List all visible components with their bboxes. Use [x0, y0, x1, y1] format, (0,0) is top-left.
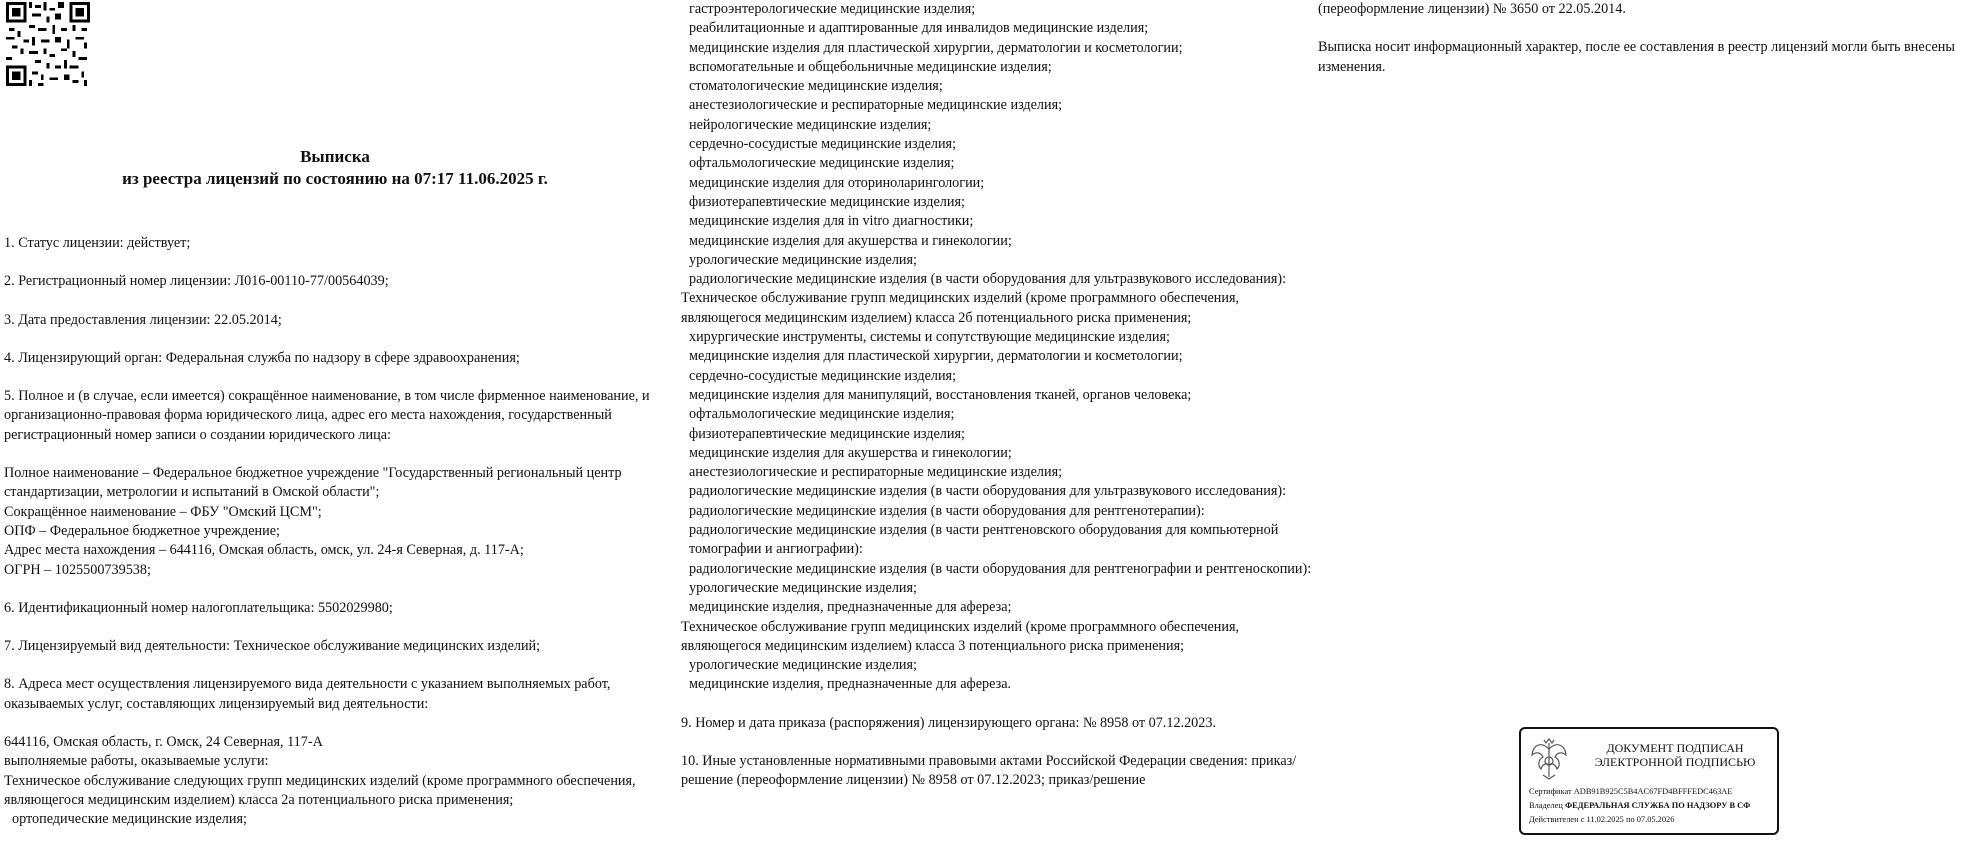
paragraph-gap — [4, 618, 666, 637]
middle-paragraph: урологические медицинские изделия; — [689, 657, 917, 674]
paragraph-gap — [4, 292, 666, 311]
middle-paragraph: радиологические медицинские изделия (в части оборудования для ультразвукового исследования): — [689, 483, 1287, 500]
middle-paragraph: медицинские изделия для манипуляций, восстановления тканей, органов человека; — [689, 386, 1192, 403]
left-paragraph: 8. Адреса мест осуществления лицензируемого вида деятельности с указанием выполняемых работ, оказываемых услуг, составляющих лицензируемый вид деятельности: — [4, 676, 611, 712]
left-paragraph: ОПФ – Федеральное бюджетное учреждение; — [4, 522, 280, 539]
paragraph-gap — [4, 445, 666, 464]
paragraph-gap — [4, 368, 666, 387]
middle-paragraph: медицинские изделия, предназначенные для афереза. — [689, 676, 1012, 693]
left-paragraph: 2. Регистрационный номер лицензии: Л016-00110-77/00564039; — [4, 273, 389, 290]
middle-paragraph: хирургические инструменты, системы и сопутствующие медицинские изделия; — [689, 329, 1170, 346]
title-subtitle: из реестра лицензий по состоянию на 07:17 11.06.2025 г. — [122, 169, 548, 188]
left-column — [4, 234, 666, 830]
right-paragraph: (переоформление лицензии) № 3650 от 22.05.2014. — [1318, 1, 1626, 17]
qr-code — [6, 2, 90, 86]
paragraph-gap — [4, 714, 666, 733]
paragraph-gap — [1318, 19, 1976, 38]
right-paragraph: Выписка носит информационный характер, после ее составления в реестр лицензий могли быть внесены изменения. — [1318, 39, 1955, 75]
paragraph-gap — [4, 580, 666, 599]
middle-paragraph: медицинские изделия для in vitro диагностики; — [689, 213, 974, 230]
middle-paragraph: урологические медицинские изделия; — [689, 579, 917, 596]
left-paragraph: 6. Идентификационный номер налогоплательщика: 5502029980; — [4, 599, 393, 616]
double-headed-eagle-icon — [1529, 737, 1569, 781]
middle-paragraph: медицинские изделия, предназначенные для афереза; — [689, 599, 1012, 616]
middle-paragraph: урологические медицинские изделия; — [689, 251, 917, 268]
paragraph-gap — [4, 330, 666, 349]
middle-paragraph: сердечно-сосудистые медицинские изделия; — [689, 367, 957, 384]
left-paragraph: 644116, Омская область, г. Омск, 24 Северная, 117-А — [4, 734, 323, 751]
left-paragraph: 3. Дата предоставления лицензии: 22.05.2014; — [4, 311, 282, 328]
stamp-owner — [1529, 801, 1750, 811]
middle-paragraph: анестезиологические и респираторные медицинские изделия; — [689, 97, 1063, 114]
middle-paragraph: медицинские изделия для оториноларингологии; — [689, 174, 985, 191]
paragraph-gap — [4, 253, 666, 272]
stamp-validity: Действителен с 11.02.2025 по 07.05.2026 — [1529, 815, 1675, 824]
stamp-certificate — [1529, 787, 1732, 797]
left-paragraph: 1. Статус лицензии: действует; — [4, 235, 191, 251]
middle-paragraph: медицинские изделия для акушерства и гинекологии; — [689, 444, 1012, 461]
middle-paragraph: физиотерапевтические медицинские изделия; — [689, 425, 965, 442]
middle-column — [681, 0, 1321, 791]
middle-paragraph: радиологические медицинские изделия (в части оборудования для рентгенотерапии): — [689, 502, 1205, 519]
left-paragraph: Техническое обслуживание следующих групп медицинских изделий (кроме программного обеспечения, являющегося медицинским изделием) класса 2а потенциального риска применения; — [4, 772, 636, 808]
stamp-heading-line1: ДОКУМЕНТ ПОДПИСАН — [1606, 741, 1744, 755]
stamp-owner-label: Владелец — [1529, 801, 1563, 810]
stamp-heading-line2: ЭЛЕКТРОННОЙ ПОДПИСЬЮ — [1594, 755, 1756, 769]
middle-paragraph: медицинские изделия для пластической хирургии, дерматологии и косметологии; — [689, 348, 1183, 365]
middle-paragraph: Техническое обслуживание групп медицинских изделий (кроме программного обеспечения, являющегося медицинским изделием) класса 2б потенциального риска применения; — [681, 290, 1240, 326]
electronic-signature-stamp — [1519, 727, 1779, 835]
paragraph-gap — [4, 656, 666, 675]
middle-paragraph: вспомогательные и общебольничные медицинские изделия; — [689, 58, 1052, 75]
middle-paragraph: Техническое обслуживание групп медицинских изделий (кроме программного обеспечения, являющегося медицинским изделием) класса 3 потенциального риска применения; — [681, 618, 1240, 654]
middle-paragraph: радиологические медицинские изделия (в части оборудования для рентгенографии и рентгеноскопии): — [689, 560, 1312, 577]
stamp-owner-value: ФЕДЕРАЛЬНАЯ СЛУЖБА ПО НАДЗОРУ В СФ — [1564, 801, 1751, 810]
title-main: Выписка — [300, 147, 370, 166]
middle-paragraph: стоматологические медицинские изделия; — [689, 78, 943, 95]
middle-paragraph: нейрологические медицинские изделия; — [689, 116, 932, 133]
stamp-cert-value: ADB91B925C5B4AC67FD4BFFFEDC463AE — [1573, 787, 1733, 796]
left-paragraph: 5. Полное и (в случае, если имеется) сокращённое наименование, в том числе фирменное наименование, и организационно-правовая форма юридического лица, адрес его места нахождения, государственный регистрационный номер записи о создании юридического лица: — [4, 388, 650, 443]
middle-paragraph: реабилитационные и адаптированные для инвалидов медицинские изделия; — [689, 20, 1149, 37]
left-paragraph: ортопедические медицинские изделия; — [12, 811, 247, 828]
middle-paragraph: гастроэнтерологические медицинские изделия; — [689, 1, 976, 17]
middle-paragraph: 9. Номер и дата приказа (распоряжения) лицензирующего органа: № 8958 от 07.12.2023. — [681, 714, 1217, 731]
middle-paragraph: медицинские изделия для пластической хирургии, дерматологии и косметологии; — [689, 39, 1183, 56]
middle-paragraph: сердечно-сосудистые медицинские изделия; — [689, 136, 957, 153]
middle-paragraph: физиотерапевтические медицинские изделия; — [689, 193, 965, 210]
paragraph-gap — [681, 695, 1321, 714]
middle-paragraph: 10. Иные установленные нормативными правовыми актами Российской Федерации сведения: приказ/решение (переоформление лицензии) № 8958 от 07.12.2023; приказ/решение — [681, 752, 1297, 789]
left-paragraph: Полное наименование – Федеральное бюджетное учреждение "Государственный региональный центр стандартизации, метрологии и испытаний в Омской области"; — [4, 465, 622, 501]
middle-paragraph: медицинские изделия для акушерства и гинекологии; — [689, 232, 1012, 249]
middle-paragraph: анестезиологические и респираторные медицинские изделия; — [689, 464, 1063, 481]
paragraph-gap — [681, 733, 1321, 752]
document-title — [4, 146, 666, 190]
left-paragraph: Сокращённое наименование – ФБУ "Омский ЦСМ"; — [4, 503, 322, 520]
stamp-heading — [1577, 741, 1773, 769]
left-paragraph: ОГРН – 1025500739538; — [4, 561, 151, 578]
left-paragraph: 4. Лицензирующий орган: Федеральная служба по надзору в сфере здравоохранения; — [4, 349, 520, 366]
right-column — [1318, 0, 1976, 77]
middle-paragraph: офтальмологические медицинские изделия; — [689, 155, 955, 172]
left-paragraph: 7. Лицензируемый вид деятельности: Техническое обслуживание медицинских изделий; — [4, 638, 541, 655]
middle-paragraph: офтальмологические медицинские изделия; — [689, 406, 955, 423]
left-paragraph: Адрес места нахождения – 644116, Омская область, омск, ул. 24-я Северная, д. 117-А; — [4, 542, 524, 559]
stamp-cert-label: Сертификат — [1529, 787, 1572, 796]
middle-paragraph: радиологические медицинские изделия (в части оборудования для ультразвукового исследования): — [689, 271, 1287, 288]
middle-paragraph: радиологические медицинские изделия (в части рентгеновского оборудования для компьютерной томографии и ангиографии): — [689, 522, 1279, 558]
left-paragraph: выполняемые работы, оказываемые услуги: — [4, 753, 269, 770]
